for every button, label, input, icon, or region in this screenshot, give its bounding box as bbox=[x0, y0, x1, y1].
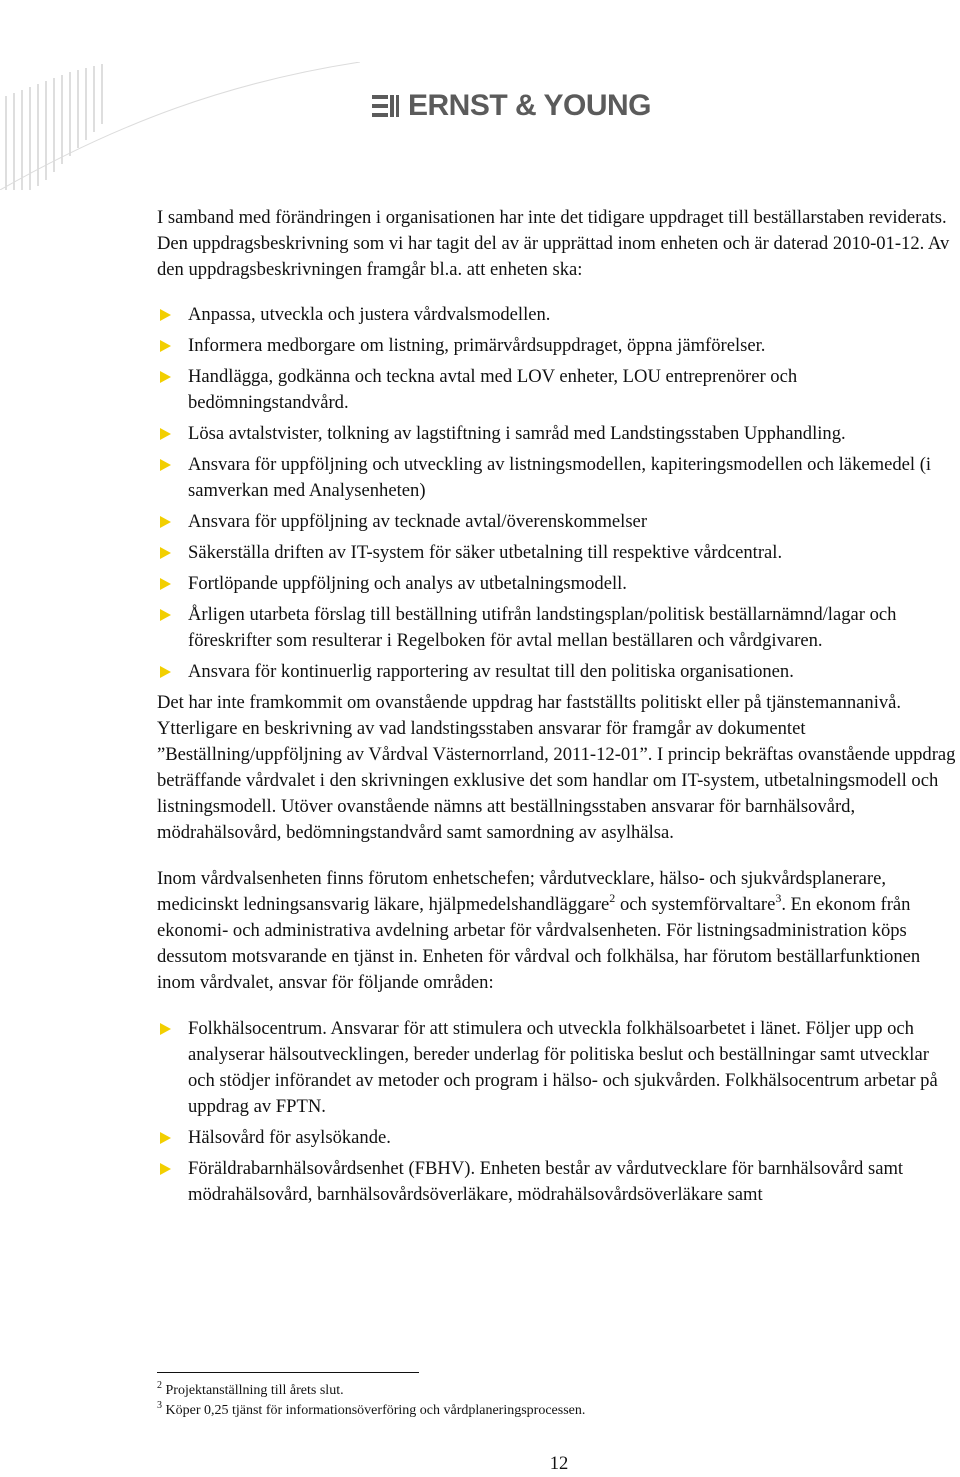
list-item: Hälsovård för asylsökande. bbox=[157, 1125, 957, 1151]
bullet-triangle-icon bbox=[160, 666, 171, 678]
list-item: Ansvara för uppföljning av tecknade avtal/överenskommelser bbox=[157, 509, 957, 535]
bullet-triangle-icon bbox=[160, 609, 171, 621]
bullet-triangle-icon bbox=[160, 309, 171, 321]
footnotes bbox=[157, 1381, 937, 1421]
page-number: 12 bbox=[549, 1453, 569, 1474]
list-item: Folkhälsocentrum. Ansvarar för att stimulera och utveckla folkhälsoarbetet i länet. Följer upp och analyserar hälsoutvecklingen, bereder underlag för politiska beslut och beställningar samt utvecklar och stödjer införandet av metoder och program i hälso- och sjukvården. Folkhälsocentrum arbetar på uppdrag av FPTN. bbox=[157, 1016, 957, 1120]
footnote-ref: 2 bbox=[609, 891, 616, 905]
list-item: Säkerställa driften av IT-system för säker utbetalning till respektive vårdcentral. bbox=[157, 540, 957, 566]
footnote-separator bbox=[157, 1372, 419, 1373]
bullet-triangle-icon bbox=[160, 1163, 171, 1175]
list-item: Fortlöpande uppföljning och analys av utbetalningsmodell. bbox=[157, 571, 957, 597]
footnote: $^3$ Köper 0,25 tjänst för informationsöverföring och vårdplaneringsprocessen. bbox=[157, 1400, 586, 1418]
logo-text: ERNST & YOUNG bbox=[408, 89, 651, 122]
list-item: Ansvara för kontinuerlig rapportering av resultat till den politiska organisationen. bbox=[157, 659, 957, 685]
document-body bbox=[157, 205, 957, 1213]
header-stripes-graphic bbox=[0, 62, 360, 190]
list-item: Informera medborgare om listning, primärvårdsuppdraget, öppna jämförelser. bbox=[157, 333, 957, 359]
list-item: Anpassa, utveckla och justera vårdvalsmodellen. bbox=[157, 302, 957, 328]
list-item: Ansvara för uppföljning och utveckling av listningsmodellen, kapiteringsmodellen och läkemedel (i samverkan med Analysenheten) bbox=[157, 452, 957, 504]
bullet-triangle-icon bbox=[160, 1023, 171, 1035]
list-item: Föräldrabarnhälsovårdsenhet (FBHV). Enheten består av vårdutvecklare för barnhälsovård samt mödrahälsovård, barnhälsovårdsöverläkare, mödrahälsovårdsöverläkare samt bbox=[157, 1156, 957, 1208]
responsibility-list bbox=[157, 302, 957, 685]
bullet-triangle-icon bbox=[160, 459, 171, 471]
bullet-triangle-icon bbox=[160, 371, 171, 383]
list-item: Handlägga, godkänna och teckna avtal med LOV enheter, LOU entreprenörer och bedömningstandvård. bbox=[157, 364, 957, 416]
unit-staff-paragraph: Inom vårdvalsenheten finns förutom enhetschefen; vårdutvecklare, hälso- och sjukvårdsplanerare, medicinskt ledningsansvarig läkare, hjälpmedelshandläggare$^2$ och systemförvaltare$^3$. En ekonom från ekonomi- och administrativa avdelning arbetar för vårdvalsenheten. För listningsadministration köps dessutom motsvarande en tjänst in. Enheten för vårdval och folkhälsa, har förutom beställarfunktionen inom vårdvalet, ansvar för följande områden: bbox=[157, 868, 921, 993]
footnote: $^2$ Projektanställning till årets slut. bbox=[157, 1380, 344, 1398]
assessment-paragraph: Det har inte framkommit om ovanstående uppdrag har fastställts politiskt eller på tjänstemannanivå. Ytterligare en beskrivning av vad landstingsstaben ansvarar för framgår av dokumentet ”Beställning/uppföljning av Vårdval Västernorrland, 2011-12-01”. I princip bekräftas ovanstående uppdrag beträffande vårdvalet i den skrivningen exklusive det som handlar om IT-system, utbetalningsmodell och listningsmodell. Utöver ovanstående nämns att beställningsstaben ansvarar för barnhälsovård, mödrahälsovård, bedömningstandvård samt samordning av asylhälsa. bbox=[157, 692, 956, 843]
list-item: Årligen utarbeta förslag till beställning utifrån landstingsplan/politisk beställarnämnd/lagar och föreskrifter som resulterar i Regelboken för avtal mellan beställaren och vårdgivaren. bbox=[157, 602, 957, 654]
list-item: Lösa avtalstvister, tolkning av lagstiftning i samråd med Landstingsstaben Upphandling. bbox=[157, 421, 957, 447]
intro-paragraph: I samband med förändringen i organisationen har inte det tidigare uppdraget till beställarstaben reviderats. Den uppdragsbeskrivning som vi har tagit del av är upprättad inom enheten och är daterad 2010-01-12. Av den uppdragsbeskrivningen framgår bl.a. att enheten ska: bbox=[157, 207, 950, 280]
ey-bars-icon bbox=[370, 91, 400, 121]
area-responsibility-list bbox=[157, 1016, 957, 1208]
ernst-young-logo bbox=[370, 90, 651, 122]
bullet-triangle-icon bbox=[160, 547, 171, 559]
bullet-triangle-icon bbox=[160, 578, 171, 590]
bullet-triangle-icon bbox=[160, 516, 171, 528]
bullet-triangle-icon bbox=[160, 428, 171, 440]
bullet-triangle-icon bbox=[160, 340, 171, 352]
footnote-ref: 3 bbox=[775, 891, 782, 905]
bullet-triangle-icon bbox=[160, 1132, 171, 1144]
